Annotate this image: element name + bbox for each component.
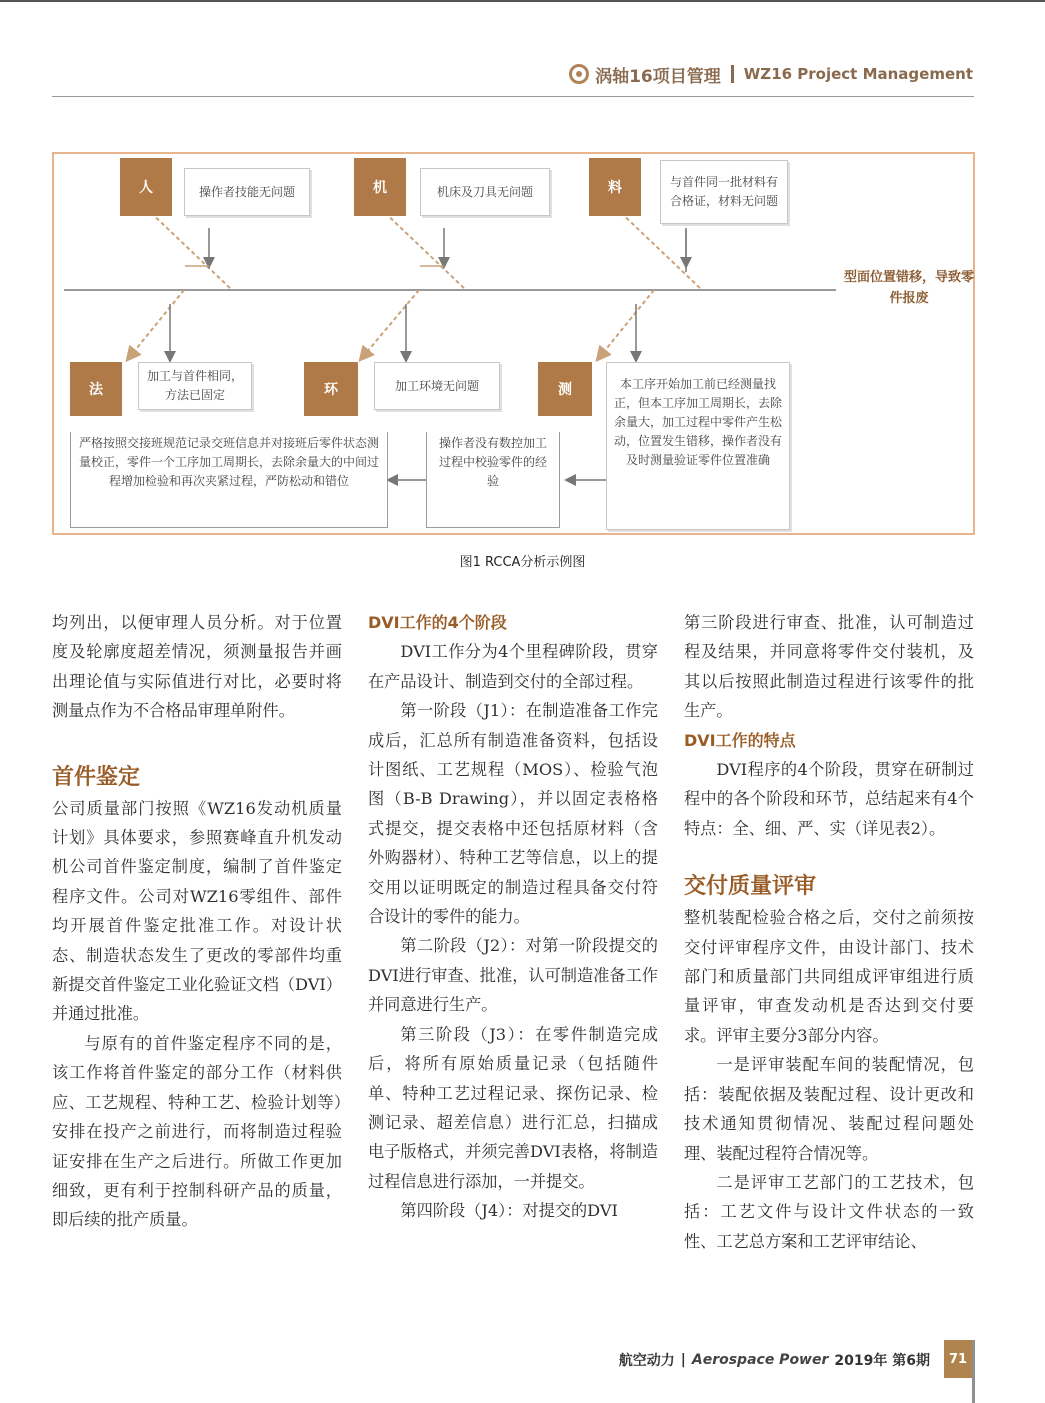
col1-para-1: 公司质量部门按照《WZ16发动机质量计划》具体要求，参照赛峰直升机发动机公司首件鉴定制度，编制了首件鉴定程序文件。公司对WZ16零组件、部件均开展首件鉴定批准工作。对设计状态、制造状态发生了更改的零部件均重新提交首件鉴定工业化验证文档（DVI）并通过批准。 xyxy=(52,798,342,1024)
col3-para-review-1: 整机装配检验合格之后，交付之前须按交付评审程序文件，由设计部门、技术部门和质量部门共同组成评审组进行质量评审，审查发动机是否达到交付要求。评审主要分3部分内容。 xyxy=(684,908,974,1045)
header-title-en: WZ16 Project Management xyxy=(743,65,973,83)
bone-ren xyxy=(146,208,232,290)
finding-ji: 机床及刀具无问题 xyxy=(420,168,550,216)
header-title-cn: 涡轴16项目管理 xyxy=(595,66,721,87)
finding-liao: 与首件同一批材料有合格证，材料无问题 xyxy=(660,160,788,224)
finding-fa: 加工与首件相同，方法已固定 xyxy=(138,362,252,410)
bone-ji xyxy=(380,208,466,290)
col3-para-features: DVI程序的4个阶段，贯穿在研制过程中的各个阶段和环节，总结起来有4个特点：全、细、严、实（详见表2）。 xyxy=(684,760,974,838)
footer-journal-en: Aerospace Power xyxy=(691,1352,829,1368)
col3-para-review-2: 一是评审装配车间的装配情况，包括：装配依据及装配过程、设计更改和技术通知贯彻情况、装配过程问题处理、装配过程符合情况等。 xyxy=(684,1055,974,1163)
note-mid: 操作者没有数控加工过程中校验零件的经验 xyxy=(426,432,560,528)
column-3 xyxy=(684,608,974,1256)
column-2 xyxy=(368,608,658,1226)
col2-para-1: DVI工作分为4个里程碑阶段，贯穿在产品设计、制造到交付的全部过程。 xyxy=(368,642,658,691)
col2-para-3: 第二阶段（J2）：对第一阶段提交的DVI进行审查、批准，认可制造准备工作并同意进行生产。 xyxy=(368,936,658,1015)
col1-intro: 均列出，以便审理人员分析。对于位置度及轮廓度超差情况，须测量报告并画出理论值与实际值进行对比，必要时将测量点作为不合格品审理单附件。 xyxy=(52,613,342,721)
top-rule xyxy=(0,0,1045,2)
fishbone-figure xyxy=(52,152,975,535)
note-left: 严格按照交接班规范记录交班信息并对接班后零件状态测量校正，零件一个工序加工周期长，去除余量大的中间过程增加检验和再次夹紧过程，严防松动和错位 xyxy=(70,432,388,528)
category-liao: 料 xyxy=(589,158,641,216)
header-rule xyxy=(52,96,974,97)
category-huan: 环 xyxy=(304,362,358,416)
page-number: 71 xyxy=(944,1340,972,1378)
col3-continuation: 第三阶段进行审查、批准，认可制造过程及结果，并同意将零件交付装机，及其以后按照此制造过程进行该零件的批生产。 xyxy=(684,613,974,721)
running-footer xyxy=(619,1350,930,1370)
heading-dvi-features: DVI工作的特点 xyxy=(684,730,796,750)
heading-first-article: 首件鉴定 xyxy=(52,764,141,790)
bone-fa xyxy=(128,290,184,359)
col1-para-2: 与原有的首件鉴定程序不同的是，该工作将首件鉴定的部分工作（材料供应、工艺规程、特种工艺、检验计划等）安排在投产之前进行，而将制造过程验证安排在生产之后进行。所做工作更加细致，更有利于控制科研产品的质量，即后续的批产质量。 xyxy=(52,1033,342,1230)
col3-para-review-3: 二是评审工艺部门的工艺技术，包括：工艺文件与设计文件状态的一致性、工艺总方案和工艺评审结论、 xyxy=(684,1172,974,1251)
column-1 xyxy=(52,608,342,1235)
col2-para-5: 第四阶段（J4）：对提交的DVI xyxy=(400,1201,618,1221)
category-ce: 测 xyxy=(538,362,592,416)
heading-delivery-review: 交付质量评审 xyxy=(684,874,817,900)
category-fa: 法 xyxy=(70,362,122,416)
category-ji: 机 xyxy=(354,158,406,216)
figure-caption: 图1 RCCA分析示例图 xyxy=(459,555,586,570)
footer-separator: | xyxy=(680,1352,686,1368)
col2-para-4: 第三阶段（J3）：在零件制造完成后，将所有原始质量记录（包括随件单、特种工艺过程记录、探伤记录、检测记录、超差信息）进行汇总，扫描成电子版格式，并须完善DVI表格，将制造过程信息进行添加，一并提交。 xyxy=(368,1024,658,1191)
finding-ren: 操作者技能无问题 xyxy=(184,168,310,216)
header-separator xyxy=(731,65,734,83)
bone-ce xyxy=(598,290,654,359)
finding-huan: 加工环境无问题 xyxy=(374,362,500,410)
effect-label: 型面位置错移，导致零件报废 xyxy=(844,270,975,306)
running-header xyxy=(569,62,973,86)
footer-issue: 2019年 第6期 xyxy=(834,1353,930,1369)
col2-para-2: 第一阶段（J1）：在制造准备工作完成后，汇总所有制造准备资料，包括设计图纸、工艺规程（MOS）、检验气泡图（B-B Drawing），并以固定表格格式提交，提交表格中还包括原材料（含外购器材）、特种工艺等信息，以上的提交用以证明既定的制造过程具备交付符合设计的零件的能力。 xyxy=(368,701,658,927)
footer-journal-cn: 航空动力 xyxy=(618,1353,675,1369)
heading-dvi-stages: DVI工作的4个阶段 xyxy=(368,613,507,632)
bone-huan xyxy=(361,290,419,359)
category-ren: 人 xyxy=(120,158,172,216)
journal-logo-icon xyxy=(569,64,589,84)
page-edge-bar xyxy=(972,1340,975,1403)
finding-ce: 本工序开始加工前已经测量找正，但本工序加工周期长，去除余量大，加工过程中零件产生松动，位置发生错移，操作者没有及时测量验证零件位置准确 xyxy=(606,362,790,530)
